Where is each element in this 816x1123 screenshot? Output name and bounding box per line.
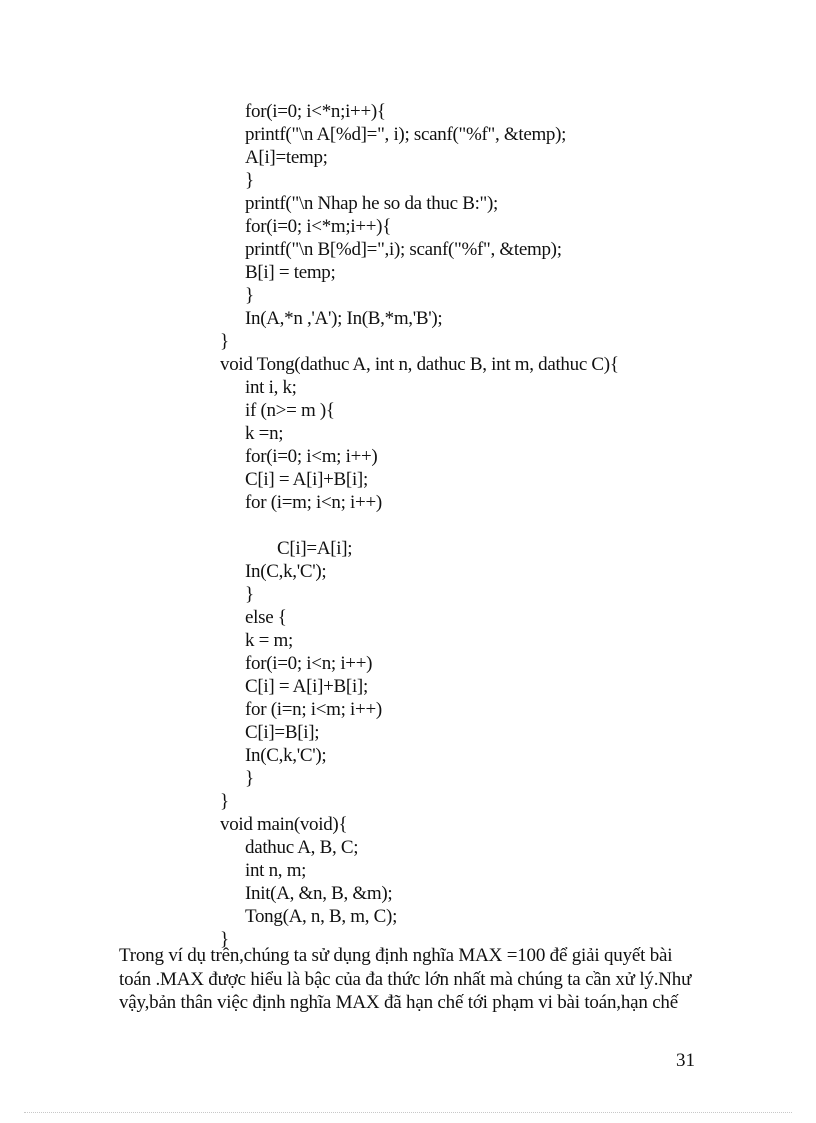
code-line: In(A,*n ,'A'); In(B,*m,'B'); xyxy=(245,308,443,329)
code-line: C[i]=B[i]; xyxy=(245,722,320,743)
code-line: dathuc A, B, C; xyxy=(245,837,359,858)
code-line: for(i=0; i<n; i++) xyxy=(245,653,373,674)
page-number: 31 xyxy=(676,1050,695,1071)
code-line: In(C,k,'C'); xyxy=(245,561,327,582)
paragraph-line: vậy,bản thân việc định nghĩa MAX đã hạn chế tới phạm vi bài toán,hạn chế xyxy=(119,992,678,1013)
code-line: else { xyxy=(245,607,287,628)
code-line: k = m; xyxy=(245,630,293,651)
code-line: B[i] = temp; xyxy=(245,262,336,283)
code-line: void main(void){ xyxy=(220,814,348,835)
code-line: C[i]=A[i]; xyxy=(277,538,353,559)
code-line: } xyxy=(220,929,229,950)
code-line: for (i=m; i<n; i++) xyxy=(245,492,382,513)
code-line: int n, m; xyxy=(245,860,307,881)
code-line: k =n; xyxy=(245,423,284,444)
code-line: Tong(A, n, B, m, C); xyxy=(245,906,398,927)
code-line: for (i=n; i<m; i++) xyxy=(245,699,382,720)
code-line: if (n>= m ){ xyxy=(245,400,335,421)
paragraph-line: toán .MAX được hiểu là bậc của đa thức lớn nhất mà chúng ta cần xử lý.Như xyxy=(119,968,692,990)
code-line: printf("\n Nhap he so da thuc B:"); xyxy=(245,193,499,214)
code-line: } xyxy=(245,285,254,306)
code-line: A[i]=temp; xyxy=(245,147,328,168)
code-line: for(i=0; i<*n;i++){ xyxy=(245,101,386,122)
code-line: } xyxy=(245,768,254,789)
code-line: printf("\n B[%d]=",i); scanf("%f", &temp); xyxy=(245,239,562,260)
code-line: int i, k; xyxy=(245,377,297,398)
code-line: } xyxy=(245,584,254,605)
code-line: C[i] = A[i]+B[i]; xyxy=(245,469,368,490)
code-line: C[i] = A[i]+B[i]; xyxy=(245,676,368,697)
code-line: Init(A, &n, B, &m); xyxy=(245,883,393,904)
code-line: } xyxy=(220,791,229,812)
body-paragraph xyxy=(119,944,709,1015)
code-line: } xyxy=(220,331,229,352)
code-line: for(i=0; i<m; i++) xyxy=(245,446,378,467)
page-bottom-divider xyxy=(24,1112,792,1113)
code-line: printf("\n A[%d]=", i); scanf("%f", &temp); xyxy=(245,124,567,145)
code-line: for(i=0; i<*m;i++){ xyxy=(245,216,392,237)
code-line: } xyxy=(245,170,254,191)
code-line: void Tong(dathuc A, int n, dathuc B, int m, dathuc C){ xyxy=(220,354,619,375)
code-line: In(C,k,'C'); xyxy=(245,745,327,766)
paragraph-line: Trong ví dụ trên,chúng ta sử dụng định nghĩa MAX =100 để giải quyết bài xyxy=(119,945,673,966)
